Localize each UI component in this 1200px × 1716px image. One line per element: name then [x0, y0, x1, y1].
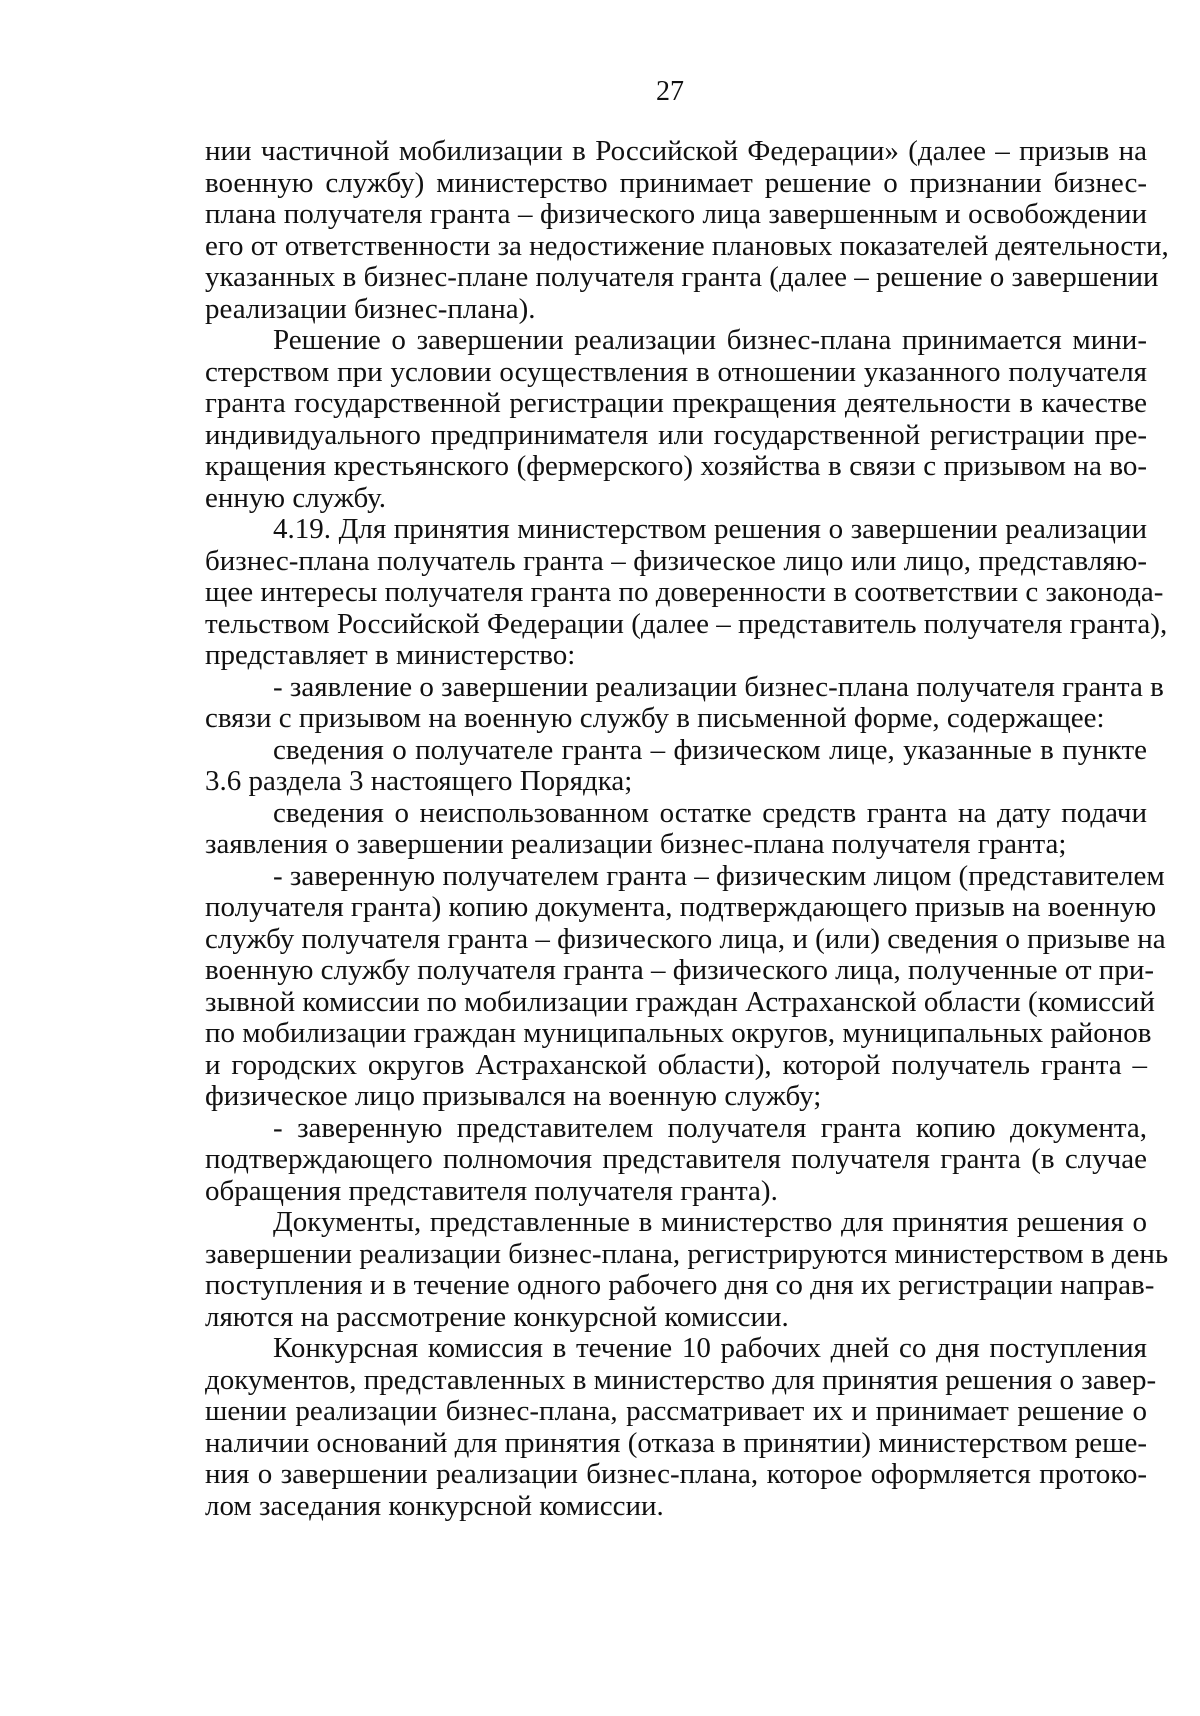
- text-line: ния о завершении реализации бизнес-плана, которое оформляется протоко-: [205, 1458, 1147, 1490]
- text-line: гранта государственной регистрации прекращения деятельности в качестве: [205, 387, 1147, 419]
- text-line: 3.6 раздела 3 настоящего Порядка;: [205, 765, 633, 797]
- text-line: шении реализации бизнес-плана, рассматривает их и принимает решение о: [205, 1395, 1147, 1427]
- text-line: документов, представленных в министерство для принятия решения о завер-: [205, 1363, 1157, 1396]
- text-line: бизнес-плана получатель гранта – физическое лицо или лицо, представляю-: [205, 544, 1147, 577]
- text-line: завершении реализации бизнес-плана, регистрируются министерством в день: [205, 1237, 1169, 1270]
- text-line: - заявление о завершении реализации бизнес-плана получателя гранта в: [273, 670, 1164, 703]
- text-line: стерством при условии осуществления в отношении указанного получателя: [205, 355, 1147, 388]
- text-line: его от ответственности за недостижение плановых показателей деятельности,: [205, 229, 1169, 262]
- text-line: Конкурсная комиссия в течение 10 рабочих дней со дня поступления: [273, 1332, 1147, 1364]
- text-line: зывной комиссии по мобилизации граждан Астраханской области (комиссий: [205, 985, 1155, 1018]
- document-body: [205, 135, 1169, 1522]
- text-line: лом заседания конкурсной комиссии.: [205, 1489, 664, 1522]
- text-line: индивидуального предпринимателя или государственной регистрации пре-: [205, 418, 1147, 451]
- text-line: физическое лицо призывался на военную службу;: [205, 1080, 822, 1112]
- text-line: получателя гранта) копию документа, подтверждающего призыв на военную: [205, 891, 1157, 923]
- text-line: службу получателя гранта – физического лица, и (или) сведения о призыве на: [205, 922, 1166, 955]
- text-line: нии частичной мобилизации в Российской Федерации» (далее – призыв на: [205, 135, 1147, 167]
- page-number: 27: [656, 76, 684, 107]
- text-line: и городских округов Астраханской области), которой получатель гранта –: [205, 1048, 1147, 1081]
- text-line: Документы, представленные в министерство для принятия решения о: [273, 1206, 1147, 1238]
- text-line: ляются на рассмотрение конкурсной комиссии.: [205, 1300, 789, 1333]
- text-line: сведения о неиспользованном остатке средств гранта на дату подачи: [273, 796, 1147, 829]
- text-line: представляет в министерство:: [205, 639, 576, 671]
- text-line: связи с призывом на военную службу в письменной форме, содержащее:: [205, 702, 1105, 734]
- text-line: реализации бизнес-плана).: [205, 292, 536, 325]
- text-line: енную службу.: [205, 481, 386, 514]
- text-line: военную службу получателя гранта – физического лица, полученные от при-: [205, 954, 1154, 986]
- text-line: щее интересы получателя гранта по доверенности в соответствии с законода-: [205, 576, 1164, 608]
- text-line: сведения о получателе гранта – физическом лице, указанные в пункте: [273, 733, 1147, 766]
- text-line: по мобилизации граждан муниципальных округов, муниципальных районов: [205, 1017, 1152, 1049]
- text-line: наличии оснований для принятия (отказа в принятии) министерством реше-: [205, 1426, 1147, 1459]
- text-line: кращения крестьянского (фермерского) хозяйства в связи с призывом на во-: [205, 450, 1147, 482]
- text-line: заявления о завершении реализации бизнес-плана получателя гранта;: [205, 828, 1067, 860]
- text-line: Решение о завершении реализации бизнес-плана принимается мини-: [273, 324, 1147, 356]
- text-line: - заверенную получателем гранта – физическим лицом (представителем: [273, 859, 1165, 892]
- text-line: указанных в бизнес-плане получателя гранта (далее – решение о завершении: [205, 261, 1159, 293]
- text-line: военную службу) министерство принимает решение о признании бизнес-: [205, 166, 1147, 199]
- text-line: подтверждающего полномочия представителя получателя гранта (в случае: [205, 1143, 1147, 1175]
- text-line: 4.19. Для принятия министерством решения о завершении реализации: [273, 513, 1147, 545]
- text-line: обращения представителя получателя гранта).: [205, 1174, 778, 1207]
- text-line: поступления и в течение одного рабочего дня со дня их регистрации направ-: [205, 1269, 1155, 1301]
- text-line: плана получателя гранта – физического лица завершенным и освобождении: [205, 198, 1147, 230]
- text-line: тельством Российской Федерации (далее – представитель получателя гранта),: [205, 607, 1168, 640]
- text-line: - заверенную представителем получателя гранта копию документа,: [273, 1111, 1147, 1144]
